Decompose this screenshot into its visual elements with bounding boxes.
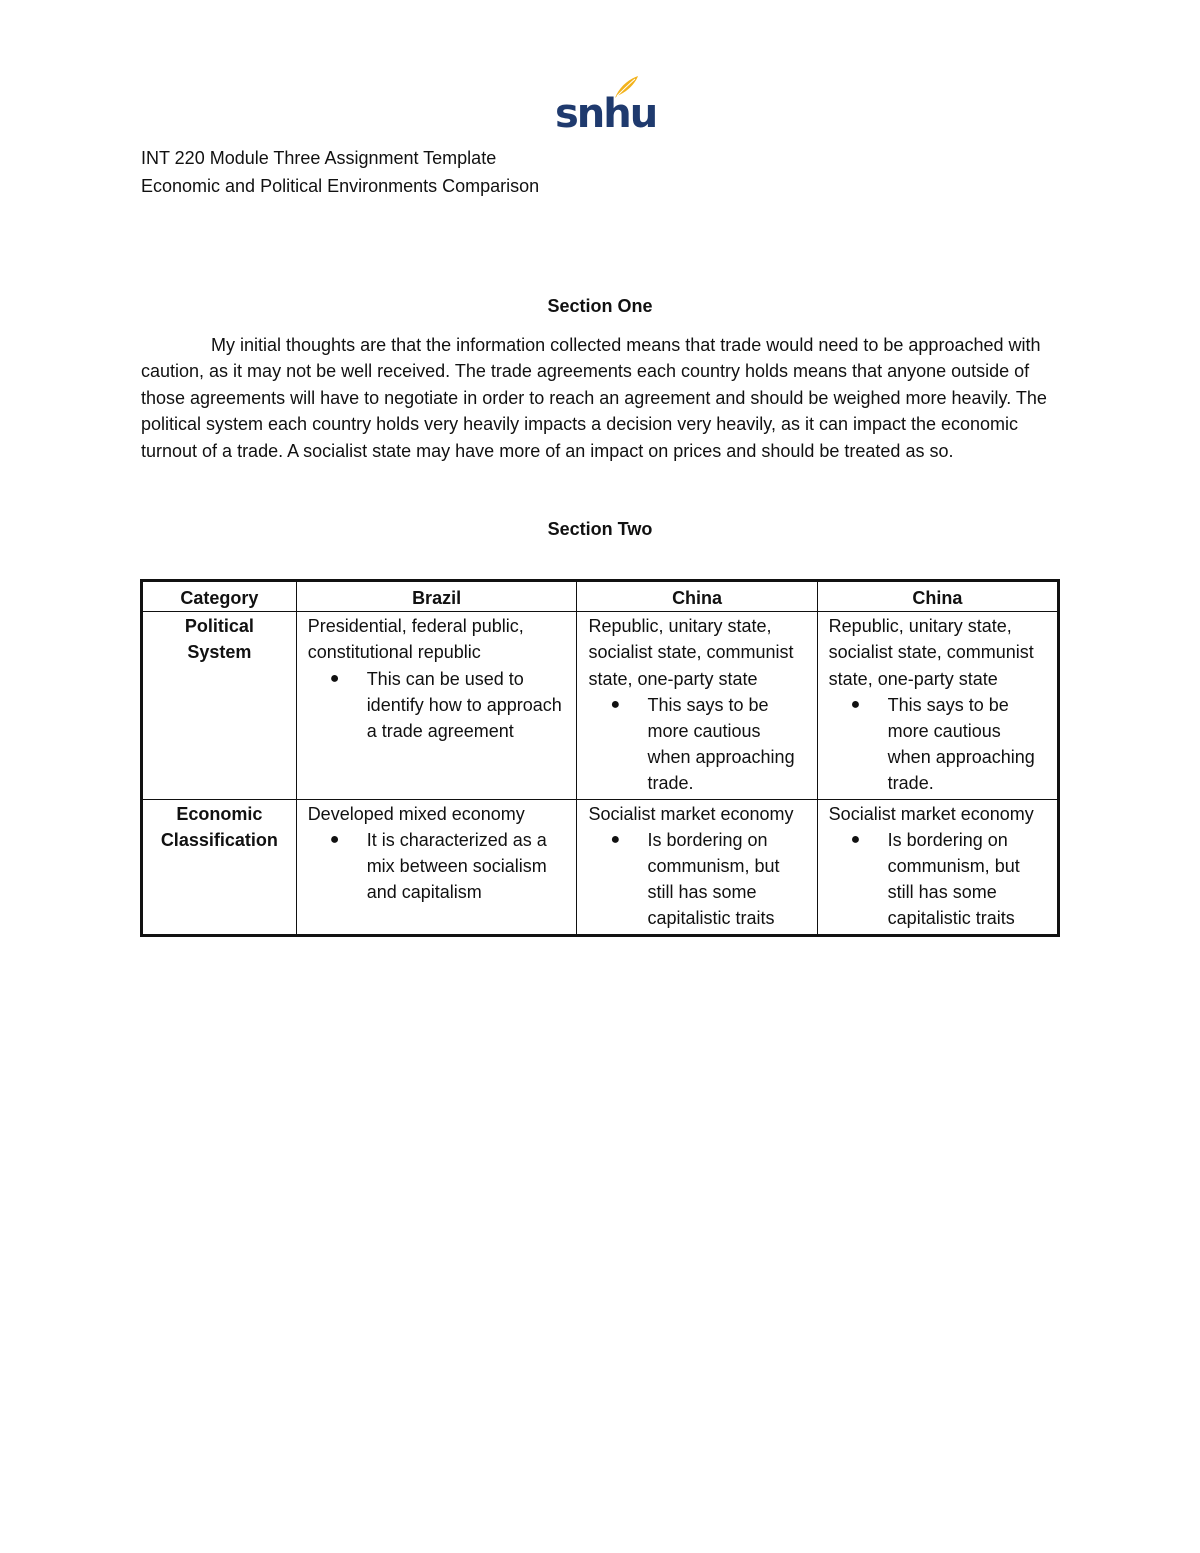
bullet-list	[308, 827, 566, 906]
bullet-icon: ●	[329, 830, 340, 848]
table-row	[142, 799, 1059, 935]
comparison-table	[140, 579, 1060, 937]
list-item: ● Is bordering on communism, but still has some capitalistic traits	[888, 827, 1046, 932]
cell-main-text: Socialist market economy	[588, 803, 794, 824]
assignment-subtitle: Economic and Political Environments Comparison	[141, 176, 540, 196]
document-header	[141, 144, 539, 200]
cell-china-2-political	[817, 612, 1058, 799]
section-two-heading: Section Two	[547, 519, 653, 539]
bullet-icon: ●	[850, 695, 861, 713]
list-item: ● This says to be more cautious when approaching trade.	[888, 692, 1046, 797]
section-one-paragraph: My initial thoughts are that the information collected means that trade would need to be approached with caution, as it may not be well received. The trade agreements each country holds means that anyone outside of those agreements will have to negotiate in order to reach an agreement and should be weighed more heavily. The political system each country holds very heavily impacts a decision very heavily, as it can impact the economic turnout of a trade. A socialist state may have more of an impact on prices and should be treated as so.	[141, 335, 1047, 461]
header-category: Category	[142, 581, 297, 612]
bullet-icon: ●	[610, 830, 621, 848]
bullet-list	[588, 827, 805, 932]
cell-brazil-economic	[296, 799, 577, 935]
row-category-economic-classification: Economic Classification	[142, 799, 297, 935]
list-item: ● Is bordering on communism, but still has some capitalistic traits	[647, 827, 805, 932]
cell-main-text: Socialist market economy	[828, 803, 1034, 824]
row-category-political-system: Political System	[142, 612, 297, 799]
bullet-list	[829, 692, 1046, 797]
header-china-2: China	[817, 581, 1058, 612]
bullet-icon: ●	[850, 830, 861, 848]
table-row	[142, 612, 1059, 799]
snhu-logo	[555, 74, 657, 137]
cell-main-text: Republic, unitary state, socialist state, communist state, one-party state	[828, 616, 1034, 689]
bullet-icon: ●	[329, 669, 340, 687]
bullet-list	[588, 692, 805, 797]
cell-china-political	[577, 612, 817, 799]
cell-main-text: Developed mixed economy	[307, 803, 525, 824]
cell-china-economic	[577, 799, 817, 935]
header-brazil: Brazil	[296, 581, 577, 612]
cell-main-text: Presidential, federal public, constitutional republic	[307, 616, 524, 663]
bullet-list	[308, 666, 566, 745]
cell-brazil-political	[296, 612, 577, 799]
bullet-list	[829, 827, 1046, 932]
cell-main-text: Republic, unitary state, socialist state, communist state, one-party state	[588, 616, 794, 689]
table-header-row	[142, 581, 1059, 612]
course-title: INT 220 Module Three Assignment Template	[141, 148, 497, 168]
list-item: ● It is characterized as a mix between socialism and capitalism	[367, 827, 566, 906]
cell-china-2-economic	[817, 799, 1058, 935]
bullet-icon: ●	[610, 695, 621, 713]
section-one-heading: Section One	[547, 296, 653, 316]
logo-wordmark: snhu	[555, 91, 657, 137]
header-china: China	[577, 581, 817, 612]
list-item: ● This says to be more cautious when approaching trade.	[647, 692, 805, 797]
list-item: ● This can be used to identify how to approach a trade agreement	[367, 666, 566, 745]
